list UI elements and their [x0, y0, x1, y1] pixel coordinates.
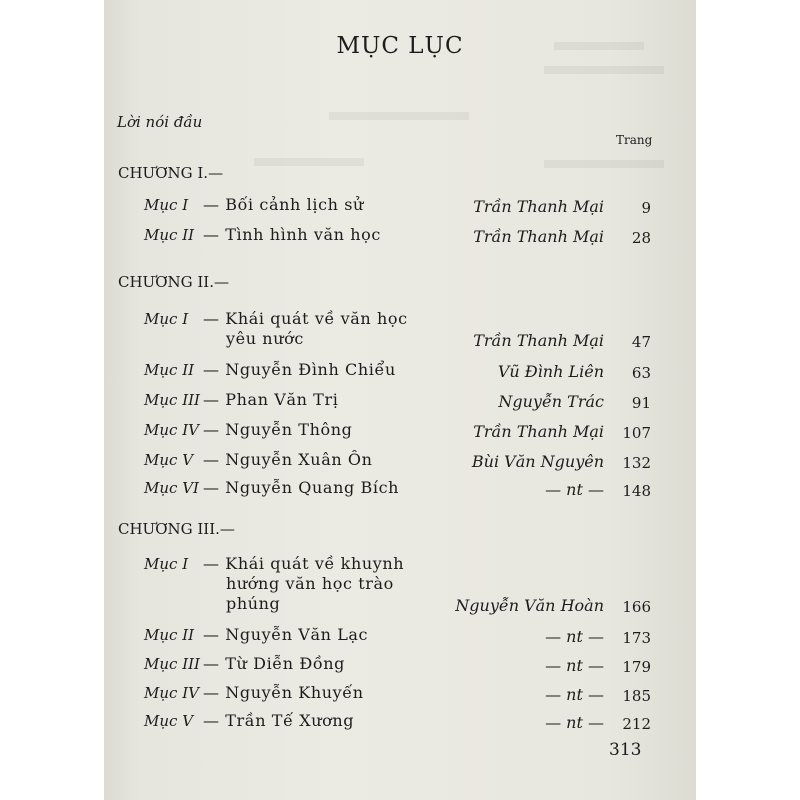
entry-author: — nt — — [545, 480, 604, 499]
entry-page-number: 132 — [622, 454, 651, 472]
entry-page-number: 63 — [631, 364, 651, 382]
entry-author: — nt — — [545, 713, 604, 732]
section-label: Mục VI — [144, 479, 199, 497]
entry-page-number: 166 — [622, 598, 651, 616]
page-column-label: Trang — [616, 133, 653, 147]
section-label: Mục I — [144, 555, 189, 573]
section-label: Mục I — [144, 310, 189, 328]
entry-page-number: 212 — [622, 715, 651, 733]
entry-title: — Nguyễn Đình Chiểu — [203, 360, 396, 379]
page-number: 313 — [609, 740, 642, 760]
entry-title: — Tình hình văn học — [203, 225, 381, 244]
entry-page-number: 47 — [631, 333, 651, 351]
show-through-mark — [544, 160, 664, 168]
entry-title: — Phan Văn Trị — [203, 390, 339, 409]
entry-title: hướng văn học trào — [226, 574, 394, 593]
entry-page-number: 107 — [622, 424, 651, 442]
section-label: Mục IV — [144, 684, 199, 702]
foreword-label: Lời nói đầu — [117, 113, 203, 131]
section-label: Mục I — [144, 196, 189, 214]
entry-page-number: 91 — [631, 394, 651, 412]
entry-page-number: 185 — [622, 687, 651, 705]
entry-page-number: 148 — [622, 482, 651, 500]
chapter-heading: CHƯƠNG I.— — [118, 164, 224, 182]
show-through-mark — [329, 112, 469, 120]
page-title: MỤC LỤC — [336, 33, 464, 59]
entry-title: — Từ Diễn Đồng — [203, 654, 345, 673]
section-label: Mục II — [144, 626, 195, 644]
section-label: Mục V — [144, 712, 194, 730]
entry-author: — nt — — [545, 685, 604, 704]
chapter-heading: CHƯƠNG II.— — [118, 273, 229, 291]
entry-page-number: 28 — [631, 229, 651, 247]
entry-page-number: 9 — [641, 199, 651, 217]
entry-author: Bùi Văn Nguyên — [471, 452, 604, 471]
entry-page-number: 179 — [622, 658, 651, 676]
section-label: Mục IV — [144, 421, 199, 439]
entry-title: — Nguyễn Quang Bích — [203, 478, 400, 497]
entry-author: Nguyễn Trác — [498, 392, 604, 411]
entry-title: — Bối cảnh lịch sử — [203, 195, 364, 214]
section-label: Mục V — [144, 451, 194, 469]
entry-title: — Khái quát về văn học — [203, 309, 408, 328]
chapter-heading: CHƯƠNG III.— — [118, 520, 235, 538]
entry-author: Trần Thanh Mại — [473, 197, 604, 216]
entry-author: Trần Thanh Mại — [473, 422, 604, 441]
entry-title: — Trần Tế Xương — [203, 711, 355, 730]
entry-title: — Nguyễn Thông — [203, 420, 353, 439]
entry-author: Trần Thanh Mại — [473, 227, 604, 246]
entry-author: Vũ Đình Liên — [497, 362, 604, 381]
section-label: Mục III — [144, 655, 200, 673]
section-label: Mục II — [144, 361, 195, 379]
entry-author: — nt — — [545, 656, 604, 675]
entry-title: yêu nước — [226, 329, 304, 348]
entry-title: — Nguyễn Xuân Ôn — [203, 450, 373, 469]
book-page — [104, 0, 696, 800]
entry-author: — nt — — [545, 627, 604, 646]
entry-title: — Nguyễn Văn Lạc — [203, 625, 369, 644]
show-through-mark — [544, 66, 664, 74]
show-through-mark — [254, 158, 364, 166]
entry-author: Nguyễn Văn Hoàn — [455, 596, 604, 615]
entry-title: — Nguyễn Khuyến — [203, 683, 364, 702]
section-label: Mục III — [144, 391, 200, 409]
entry-title: phúng — [226, 594, 281, 613]
entry-title: — Khái quát về khuynh — [203, 554, 405, 573]
entry-page-number: 173 — [622, 629, 651, 647]
section-label: Mục II — [144, 226, 195, 244]
entry-author: Trần Thanh Mại — [473, 331, 604, 350]
